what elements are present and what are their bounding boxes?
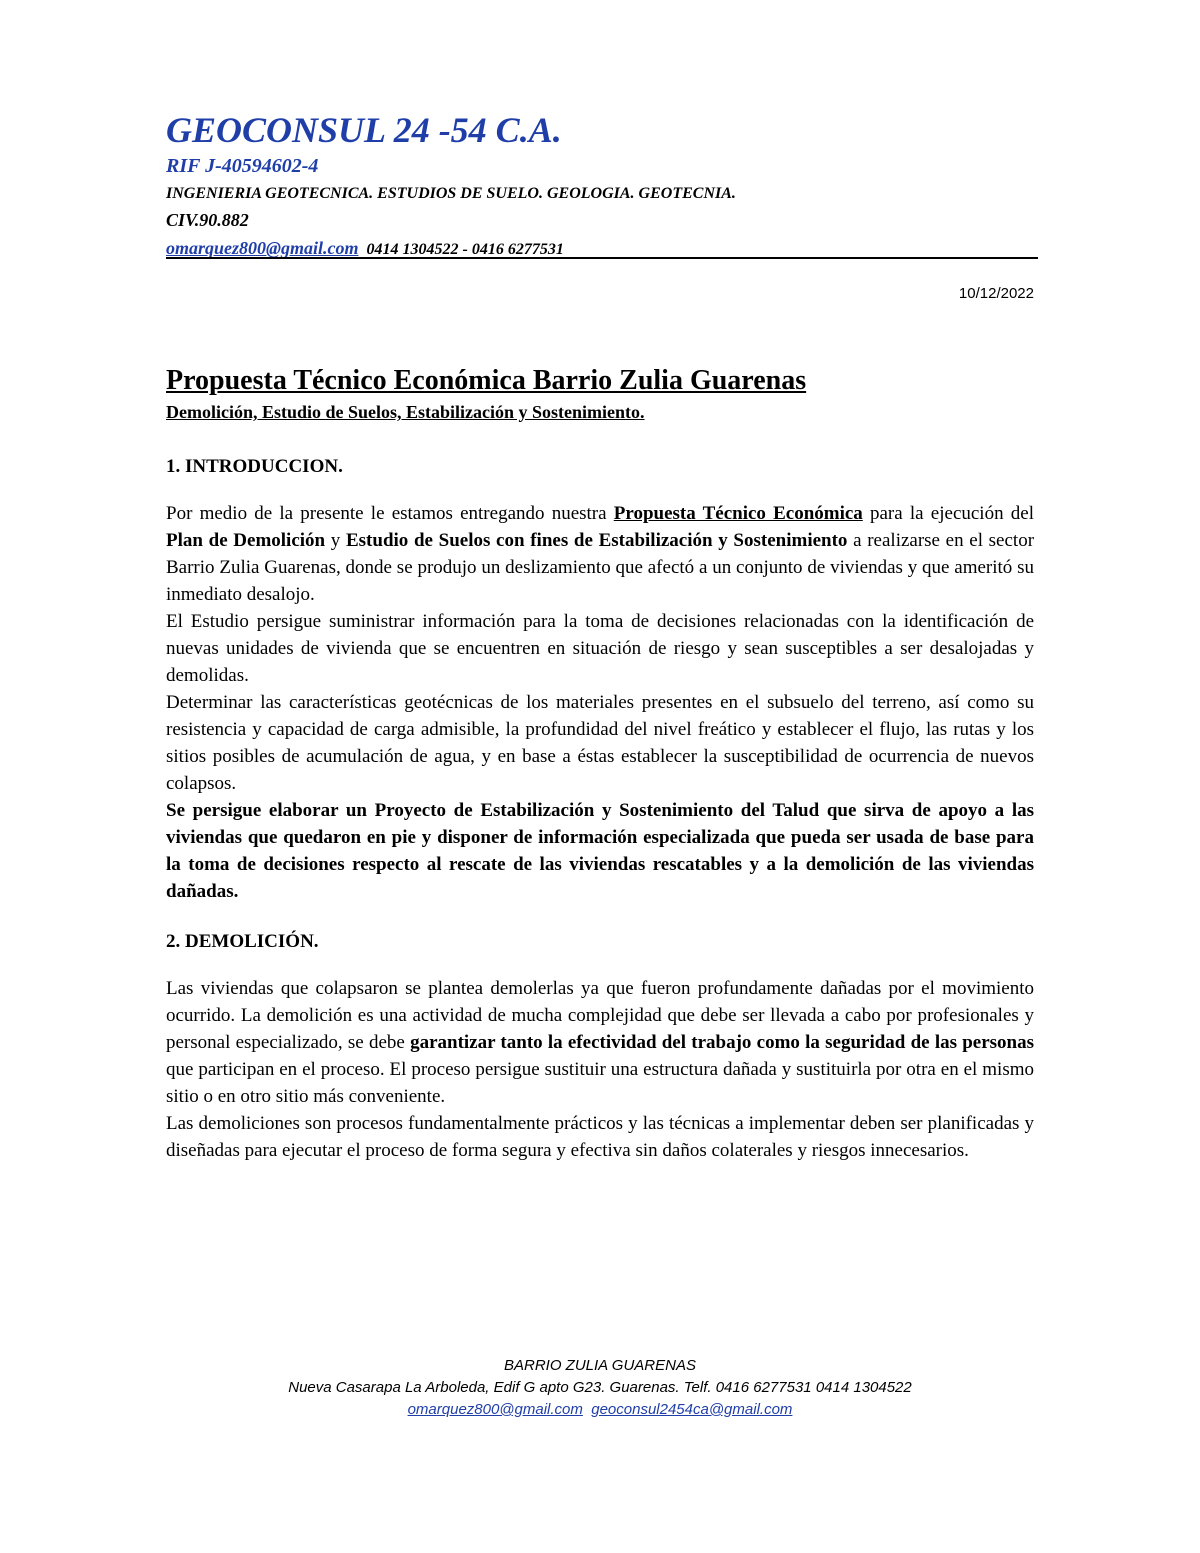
footer-address: Nueva Casarapa La Arboleda, Edif G apto G23. Guarenas. Telf. 0416 6277531 0414 1304522 — [288, 1379, 912, 1396]
header-divider — [166, 257, 1038, 259]
services-line: INGENIERIA GEOTECNICA. ESTUDIOS DE SUELO. GEOLOGIA. GEOTECNIA. — [166, 185, 736, 202]
intro-paragraph-2: El Estudio persigue suministrar información para la toma de decisiones relacionadas con la identificación de nuevas unidades de vivienda que se encuentren en situación de riesgo y sean susceptibles a ser desalojadas y demolidas. — [166, 611, 1034, 686]
intro-paragraph-1: Por medio de la presente le estamos entregando nuestra Propuesta Técnico Económica para la ejecución del Plan de Demolición y Estudio de Suelos con fines de Estabilización y Sostenimiento a realizarse en el sector Barrio Zulia Guarenas, donde se produjo un deslizamiento que afectó a un conjunto de viviendas y que ameritó su inmediato desalojo. — [166, 503, 1035, 605]
footer-email-link-1[interactable]: omarquez800@gmail.com — [407, 1401, 583, 1418]
footer-emails — [166, 1399, 1034, 1421]
footer-location: BARRIO ZULIA GUARENAS — [504, 1357, 696, 1374]
section-heading-demolicion: 2. DEMOLICIÓN. — [166, 931, 319, 952]
rif-number: RIF J-40594602-4 — [166, 155, 319, 177]
footer-email-link-2[interactable]: geoconsul2454ca@gmail.com — [591, 1401, 793, 1418]
company-name: GEOCONSUL 24 -54 C.A. — [166, 110, 562, 150]
section-heading-introduccion: 1. INTRODUCCION. — [166, 456, 343, 477]
contact-line — [166, 234, 1038, 264]
civ-number: CIV.90.882 — [166, 210, 249, 230]
demolition-paragraph-1: Las viviendas que colapsaron se plantea demolerlas ya que fueron profundamente dañadas por el movimiento ocurrido. La demolición es una actividad de mucha complejidad que debe ser llevada a cabo por profesionales y personal especializado, se debe garantizar tanto la efectividad del trabajo como la seguridad de las personas que participan en el proceso. El proceso persigue sustituir una estructura dañada y sustituirla por otra en el mismo sitio o en otro sitio más conveniente. — [166, 978, 1035, 1107]
document-subtitle: Demolición, Estudio de Suelos, Estabilización y Sostenimiento. — [166, 402, 645, 422]
demolition-paragraph-2: Las demoliciones son procesos fundamentalmente prácticos y las técnicas a implementar deben ser planificadas y diseñadas para ejecutar el proceso de forma segura y efectiva sin daños colaterales y riesgos innecesarios. — [166, 1113, 1034, 1161]
header-phones: 0414 1304522 - 0416 6277531 — [366, 241, 564, 258]
header-email-link[interactable]: omarquez800@gmail.com — [166, 238, 359, 258]
document-date: 10/12/2022 — [958, 285, 1034, 302]
intro-paragraph-3: Determinar las características geotécnicas de los materiales presentes en el subsuelo del terreno, así como su resistencia y capacidad de carga admisible, la profundidad del nivel freático y establecer el flujo, las rutas y los sitios posibles de acumulación de agua, y en base a éstas establecer la susceptibilidad de ocurrencia de nuevos colapsos. — [166, 692, 1034, 794]
letterhead — [166, 108, 1038, 264]
document-title: Propuesta Técnico Económica Barrio Zulia Guarenas — [166, 365, 807, 396]
document-body — [166, 362, 1034, 1164]
intro-paragraph-4: Se persigue elaborar un Proyecto de Estabilización y Sostenimiento del Talud que sirva de apoyo a las viviendas que quedaron en pie y disponer de información especializada que pueda ser usada de base para la toma de decisiones respecto al rescate de las viviendas rescatables y a la demolición de las viviendas dañadas. — [166, 800, 1034, 902]
page-footer — [166, 1355, 1034, 1421]
